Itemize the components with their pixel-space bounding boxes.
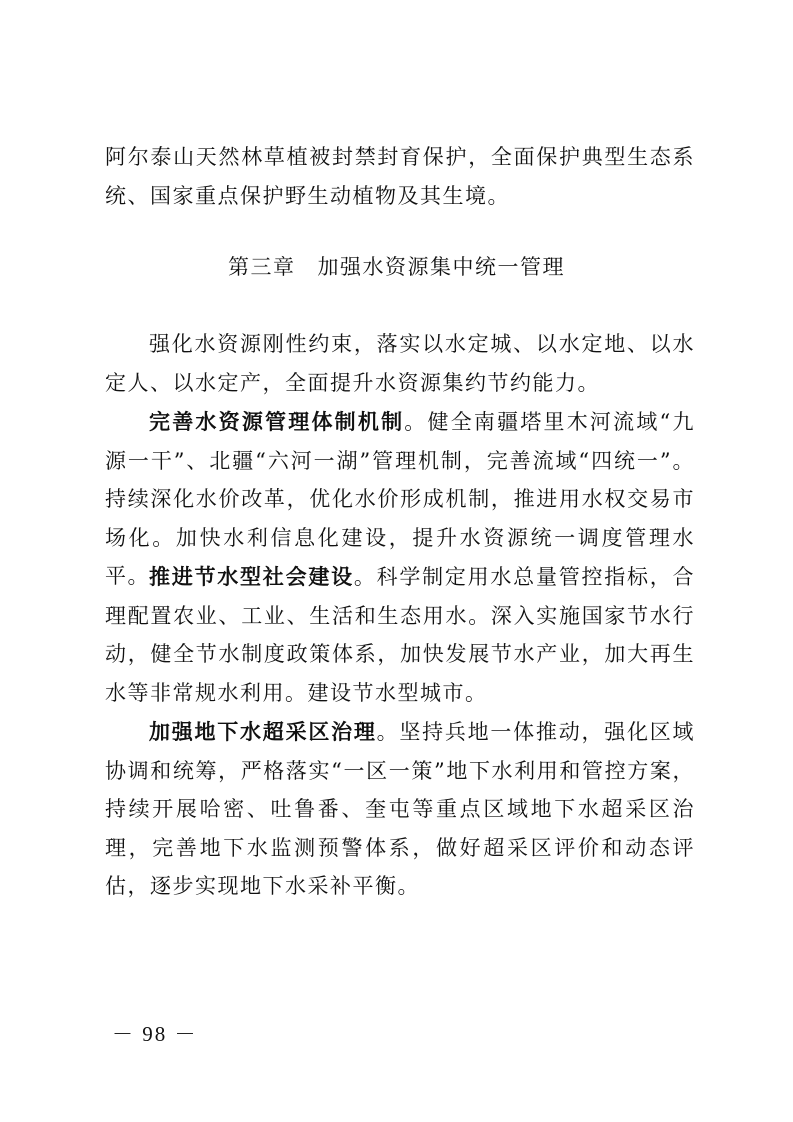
intro-paragraph: 阿尔泰山天然林草植被封禁封育保护，全面保护典型生态系统、国家重点保护野生动植物及其生境。 xyxy=(105,145,695,208)
section-paragraph xyxy=(105,713,695,906)
section-heading: 加强地下水超采区治理 xyxy=(149,719,377,744)
page-number: － 98 － xyxy=(112,1022,198,1046)
lead-paragraph: 强化水资源刚性约束，落实以水定城、以水定地、以水定人、以水定产，全面提升水资源集约节约能力。 xyxy=(105,332,695,395)
chapter-number: 第三章 xyxy=(228,255,296,279)
chapter-title: 加强水资源集中统一管理 xyxy=(317,255,565,279)
section-body: 。科学制定用水总量管控指标，合理配置农业、工业、生活和生态用水。深入实施国家节水行动，健全节水制度政策体系，加快发展节水产业，加大再生水等非常规水利用。建设节水型城市。 xyxy=(105,565,696,705)
chapter-heading xyxy=(0,252,793,282)
section-body: 。健全南疆塔里木河流域“九源一干”、北疆“六河一湖”管理机制，完善流域“四统一”。持续深化水价改革，优化水价形成机制，推进用水权交易市场化。加快水利信息化建设，提升水资源统一调度管理水平。 xyxy=(105,410,695,588)
section-body: 。坚持兵地一体推动，强化区域协调和统筹，严格落实“一区一策”地下水利用和管控方案，持续开展哈密、吐鲁番、奎屯等重点区域地下水超采区治理，完善地下水监测预警体系，做好超采区评价和动态评估，逐步实现地下水采补平衡。 xyxy=(105,720,695,898)
section-heading: 完善水资源管理体制机制 xyxy=(149,409,405,434)
section-paragraph xyxy=(105,558,695,712)
section-heading: 推进节水型社会建设 xyxy=(149,564,354,589)
